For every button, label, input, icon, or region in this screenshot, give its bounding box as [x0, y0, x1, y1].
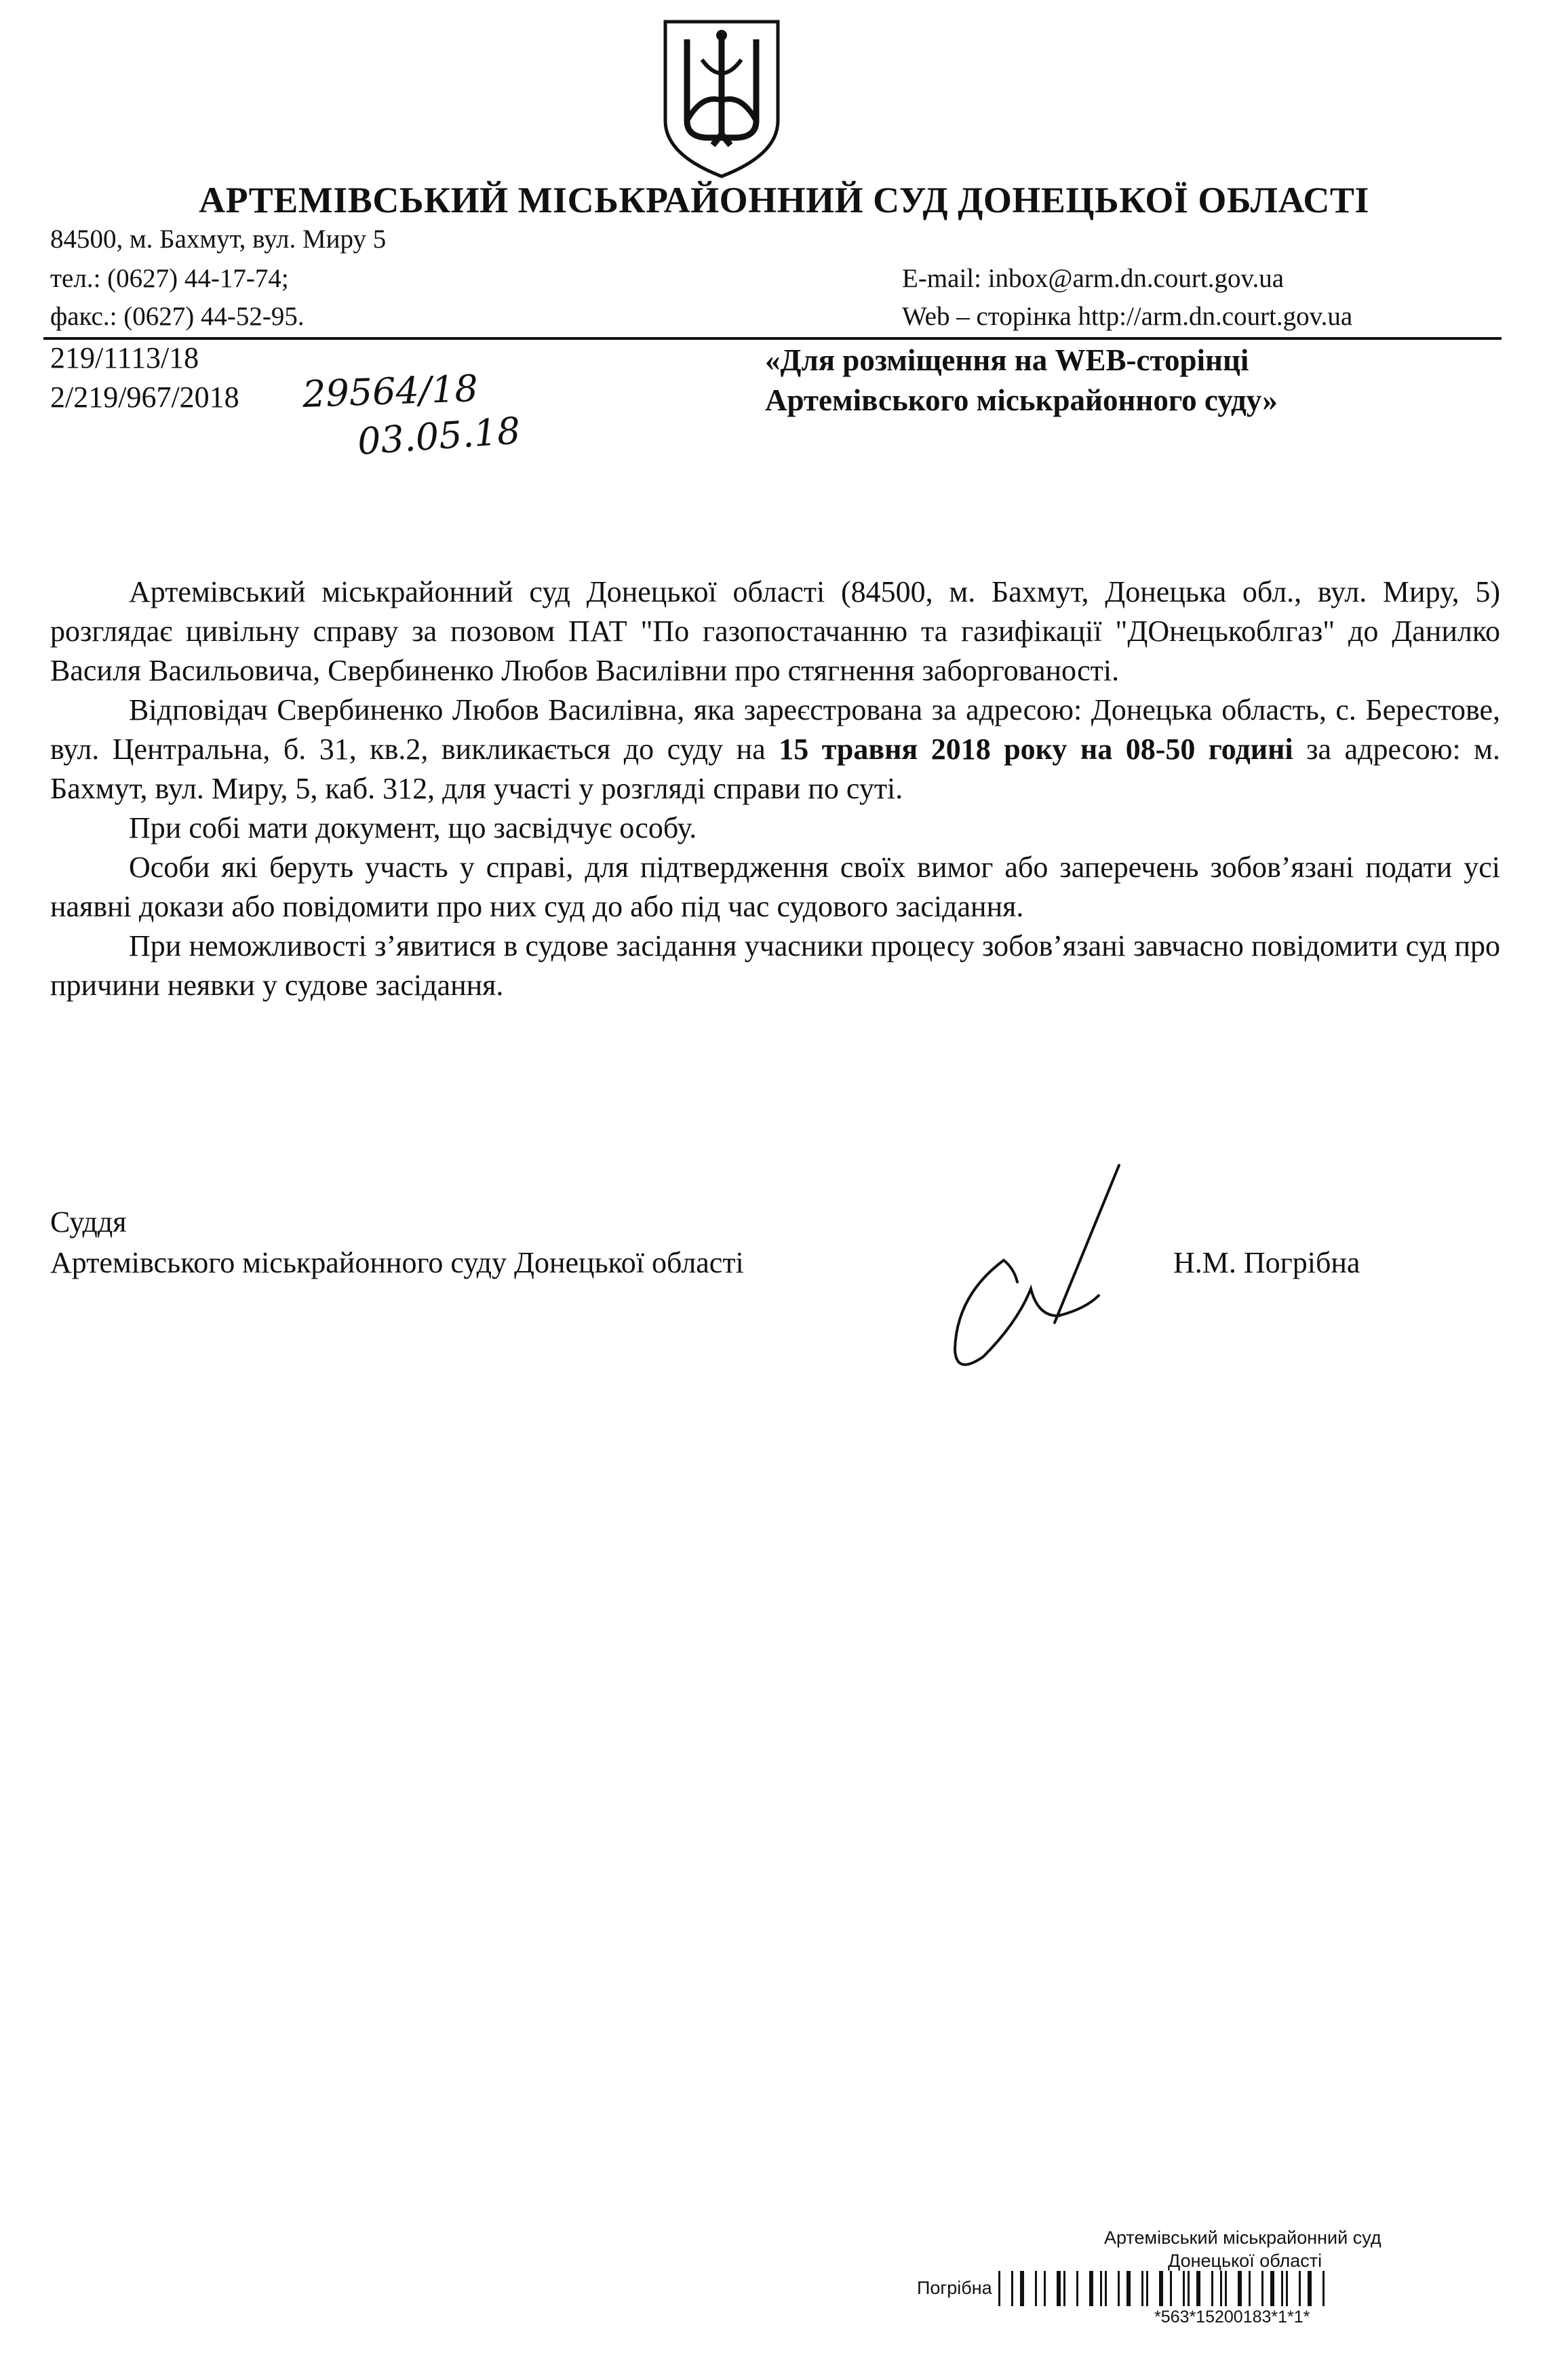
proceeding-number: 2/219/967/2018: [50, 381, 239, 414]
web-note-line1: «Для розміщення на WEB-сторінці: [765, 343, 1249, 377]
court-phone: тел.: (0627) 44-17-74;: [50, 264, 289, 293]
handwritten-signature: [936, 1160, 1146, 1384]
stamp-person: Погрібна: [917, 2278, 992, 2298]
paragraph-case-description: Артемівський міськрайонний суд Донецької області (84500, м. Бахмут, Донецька обл., вул. Миру, 5) розглядає цивільну справу за позовом ПАТ "По газопостачанню та газифікації "ДОнецькоблгаз" до Данилко Василя Васильовича, Свербиненко Любов Василівни про стягнення заборгованості.: [50, 575, 1500, 687]
summons-text-start: Відповідач Свербиненко Любов Василівна, яка зареєстрована за адресою: Донецька область, с. Берестове, вул. Центральна, б. 31, кв.2, викликається до суду на: [50, 693, 1500, 766]
summons-text-end: за адресою: м. Бахмут, вул. Миру, 5, каб. 312, для участі у розгляді справи по суті.: [50, 733, 1501, 805]
stamp-court-line2: Донецької області: [1168, 2251, 1322, 2271]
judge-name: Н.М. Погрібна: [1173, 1246, 1360, 1279]
handwritten-outgoing-number: 29564/18: [302, 366, 479, 416]
court-fax: факс.: (0627) 44-52-95.: [50, 302, 305, 331]
paragraph-summons: [50, 690, 1500, 809]
paragraph-identity-document: При собі мати документ, що засвідчує особу.: [129, 811, 697, 844]
header-divider: [43, 337, 1502, 340]
stamp-court-line1: Артемівський міськрайонний суд: [1104, 2227, 1381, 2248]
handwritten-date: 03.05.18: [356, 409, 522, 463]
paragraph-absence: При неможливості з’явитися в судове засідання учасники процесу зобов’язані завчасно повідомити суд про причини неявки у судове засідання.: [50, 929, 1500, 1002]
web-note-line2: Артемівського міськрайонного суду»: [765, 383, 1278, 417]
coat-of-arms-icon: [661, 19, 782, 179]
barcode-icon: [998, 2271, 1500, 2306]
court-address: 84500, м. Бахмут, вул. Миру 5: [50, 225, 387, 254]
court-website: Web – сторінка http://arm.dn.court.gov.ua: [902, 302, 1353, 331]
hearing-datetime: 15 травня 2018 року на 08-50 годині: [779, 733, 1293, 766]
paragraph-evidence: Особи які беруть участь у справі, для підтвердження своїх вимог або заперечень зобов’язані подати усі наявні докази або повідомити про них суд до або під час судового засідання.: [50, 851, 1500, 923]
signature-court: Артемівського міськрайонного суду Донецької області: [50, 1246, 744, 1279]
case-number: 219/1113/18: [50, 341, 199, 374]
court-name: АРТЕМІВСЬКИЙ МІСЬКРАЙОННИЙ СУД ДОНЕЦЬКОЇ ОБЛАСТІ: [199, 180, 1369, 220]
signature-title: Суддя: [50, 1205, 127, 1239]
court-email: E-mail: inbox@arm.dn.court.gov.ua: [902, 264, 1285, 293]
barcode-number: *563*15200183*1*1*: [1154, 2308, 1310, 2327]
notice-body: [50, 572, 1500, 1005]
